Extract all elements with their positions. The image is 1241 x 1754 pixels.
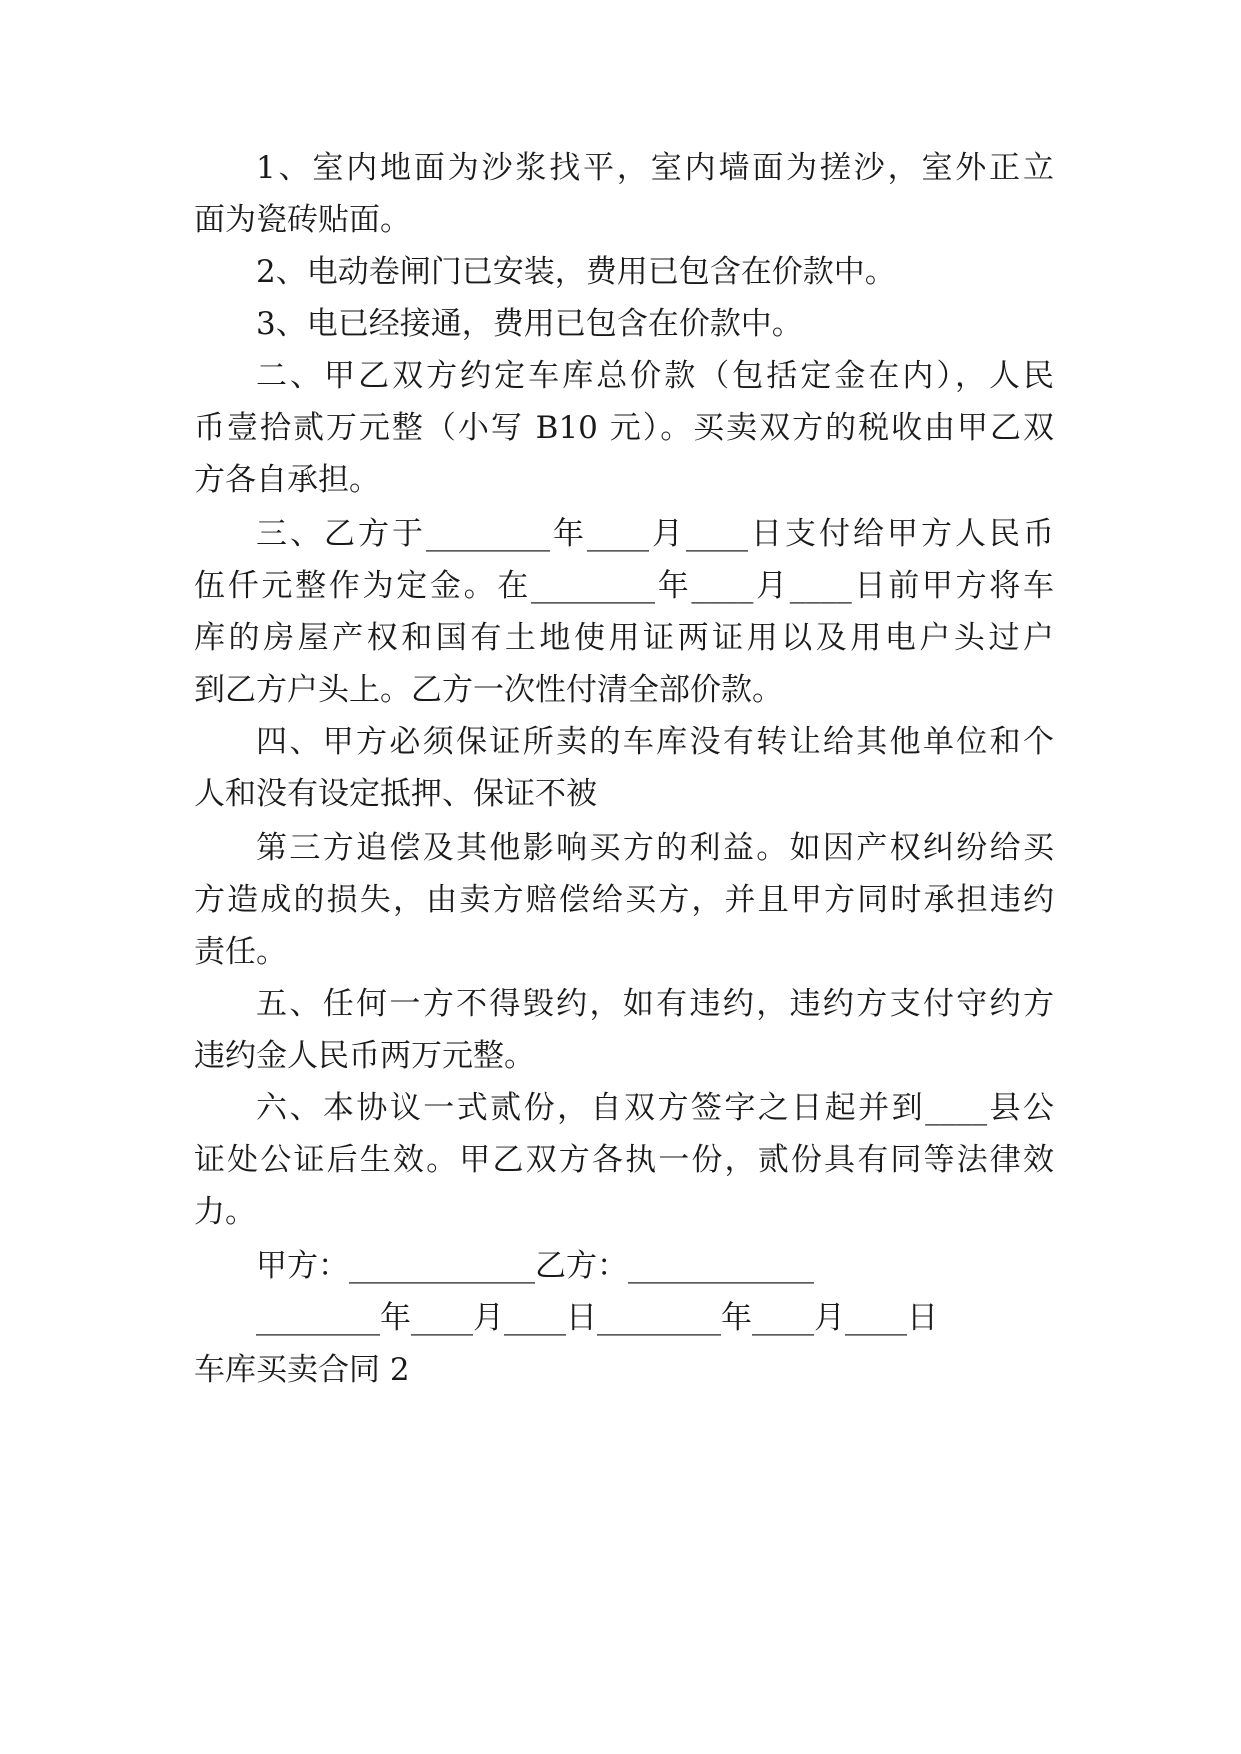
text-line: 四、甲方必须保证所卖的车库没有转让给其他单位和个 xyxy=(256,724,1054,760)
text-line: 方各自承担。 xyxy=(194,462,380,498)
text-line: 责任。 xyxy=(194,934,287,970)
document-page xyxy=(194,0,1054,1754)
text-line: 六、本协议一式贰份，自双方签字之日起并到____县公 xyxy=(256,1090,1054,1126)
text-line: 到乙方户头上。乙方一次性付清全部价款。 xyxy=(194,672,783,708)
text-line: 三、乙方于________年____月____日支付给甲方人民币 xyxy=(256,516,1054,552)
text-line: 2、电动卷闸门已安装，费用已包含在价款中。 xyxy=(256,254,896,290)
section-title: 车库买卖合同 2 xyxy=(194,1352,410,1388)
text-line: 方造成的损失，由卖方赔偿给买方，并且甲方同时承担违约 xyxy=(194,882,1054,918)
text-line: 人和没有设定抵押、保证不被 xyxy=(194,776,597,812)
text-line: 第三方追偿及其他影响买方的利益。如因产权纠纷给买 xyxy=(256,830,1054,866)
text-line: 二、甲乙双方约定车库总价款（包括定金在内），人民 xyxy=(256,358,1054,394)
signature-line: 甲方：____________乙方：____________ xyxy=(256,1248,814,1284)
text-line: 证处公证后生效。甲乙双方各执一份，贰份具有同等法律效 xyxy=(194,1142,1054,1178)
text-line: 伍仟元整作为定金。在________年____月____日前甲方将车 xyxy=(194,568,1054,604)
text-line: 违约金人民币两万元整。 xyxy=(194,1038,535,1074)
text-line: 五、任何一方不得毁约，如有违约，违约方支付守约方 xyxy=(256,986,1054,1022)
text-line: 力。 xyxy=(194,1194,256,1230)
text-line: 面为瓷砖贴面。 xyxy=(194,202,411,238)
text-line: 1、室内地面为沙浆找平，室内墙面为搓沙，室外正立 xyxy=(256,150,1054,186)
text-line: 币壹拾贰万元整（小写 B10 元）。买卖双方的税收由甲乙双 xyxy=(194,410,1054,446)
text-line: 3、电已经接通，费用已包含在价款中。 xyxy=(256,306,803,342)
text-line: 库的房屋产权和国有土地使用证两证用以及用电户头过户 xyxy=(194,620,1054,656)
date-line: ________年____月____日________年____月____日 xyxy=(256,1300,938,1336)
